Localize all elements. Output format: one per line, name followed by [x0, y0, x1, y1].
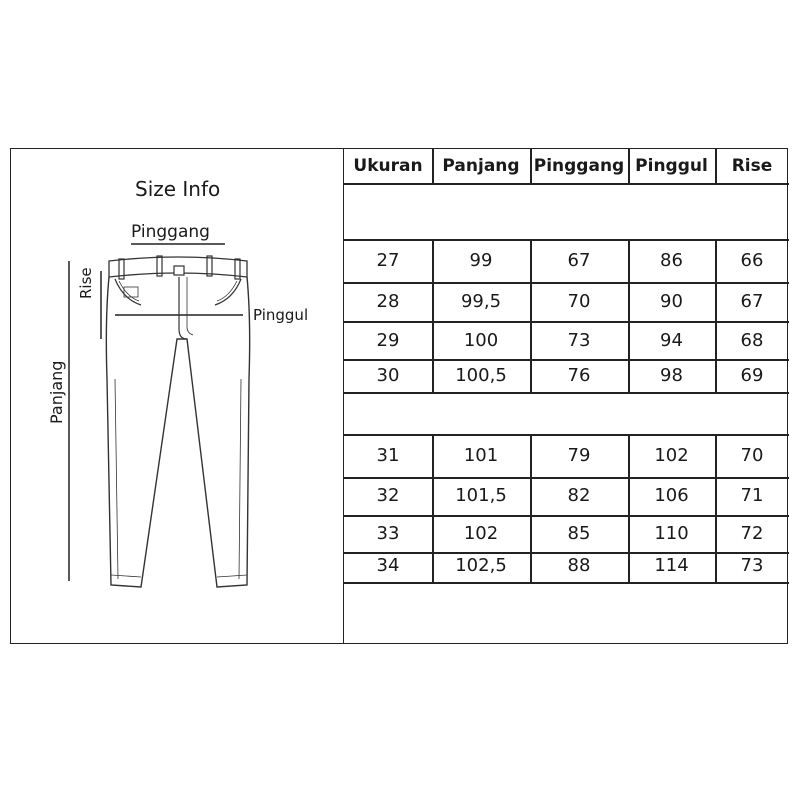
- table-divider: [344, 183, 789, 185]
- table-cell: 110: [654, 522, 689, 544]
- hip-label: Pinggul: [253, 306, 309, 324]
- table-cell: 102,5: [455, 555, 507, 576]
- table-column-divider: [530, 149, 532, 183]
- table-cell: 33: [376, 522, 400, 544]
- table-column-divider: [628, 149, 630, 183]
- table-cell: 31: [376, 445, 400, 466]
- table-cell: 106: [654, 485, 689, 506]
- table-cell: 67: [567, 250, 591, 271]
- table-cell: 70: [740, 445, 764, 466]
- table-cell: 68: [740, 329, 764, 351]
- table-header-cell: Rise: [731, 156, 773, 176]
- waist-label: Pinggang: [131, 222, 210, 242]
- table-cell: 66: [740, 250, 764, 271]
- table-cell: 114: [654, 555, 689, 576]
- table-cell: 29: [376, 329, 400, 351]
- table-header-cell: Pinggang: [533, 156, 625, 176]
- table-cell: 79: [567, 445, 591, 466]
- table-row-divider: [344, 392, 789, 394]
- table-cell: 82: [567, 485, 591, 506]
- size-info-title: Size Info: [135, 177, 221, 201]
- table-cell: 94: [660, 329, 683, 351]
- size-chart-frame: [10, 148, 788, 644]
- table-cell: 99,5: [460, 291, 502, 312]
- table-cell: 71: [740, 485, 764, 506]
- table-cell: 73: [567, 329, 591, 351]
- table-cell: 98: [660, 365, 683, 386]
- table-cell: 34: [376, 555, 400, 576]
- table-cell: 90: [660, 291, 683, 312]
- table-cell: 70: [567, 291, 591, 312]
- table-header-cell: Panjang: [442, 156, 520, 176]
- size-table: [344, 149, 787, 643]
- table-header-cell: Pinggul: [635, 156, 708, 176]
- table-cell: 30: [376, 365, 400, 386]
- table-cell: 72: [740, 522, 764, 544]
- table-cell: 101: [463, 445, 499, 466]
- table-cell: 85: [567, 522, 591, 544]
- table-column-divider: [715, 149, 717, 183]
- table-row-divider: [344, 582, 789, 584]
- table-header-cell: Ukuran: [353, 156, 423, 176]
- table-cell: 27: [376, 250, 400, 271]
- table-cell: 100: [463, 329, 499, 351]
- table-cell: 69: [740, 365, 764, 386]
- table-cell: 67: [740, 291, 764, 312]
- table-cell: 76: [567, 365, 591, 386]
- table-cell: 28: [376, 291, 400, 312]
- rise-label: Rise: [77, 267, 95, 299]
- table-cell: 86: [660, 250, 683, 271]
- table-cell: 88: [567, 555, 591, 576]
- length-label: Panjang: [47, 360, 66, 424]
- table-cell: 102: [654, 445, 689, 466]
- size-info-figure: [11, 149, 344, 643]
- table-cell: 102: [463, 522, 499, 544]
- table-cell: 100,5: [455, 365, 507, 386]
- table-cell: 99: [469, 250, 493, 271]
- table-cell: 32: [376, 485, 400, 506]
- table-column-divider: [432, 149, 434, 183]
- table-cell: 101,5: [455, 485, 507, 506]
- table-cell: 73: [740, 555, 764, 576]
